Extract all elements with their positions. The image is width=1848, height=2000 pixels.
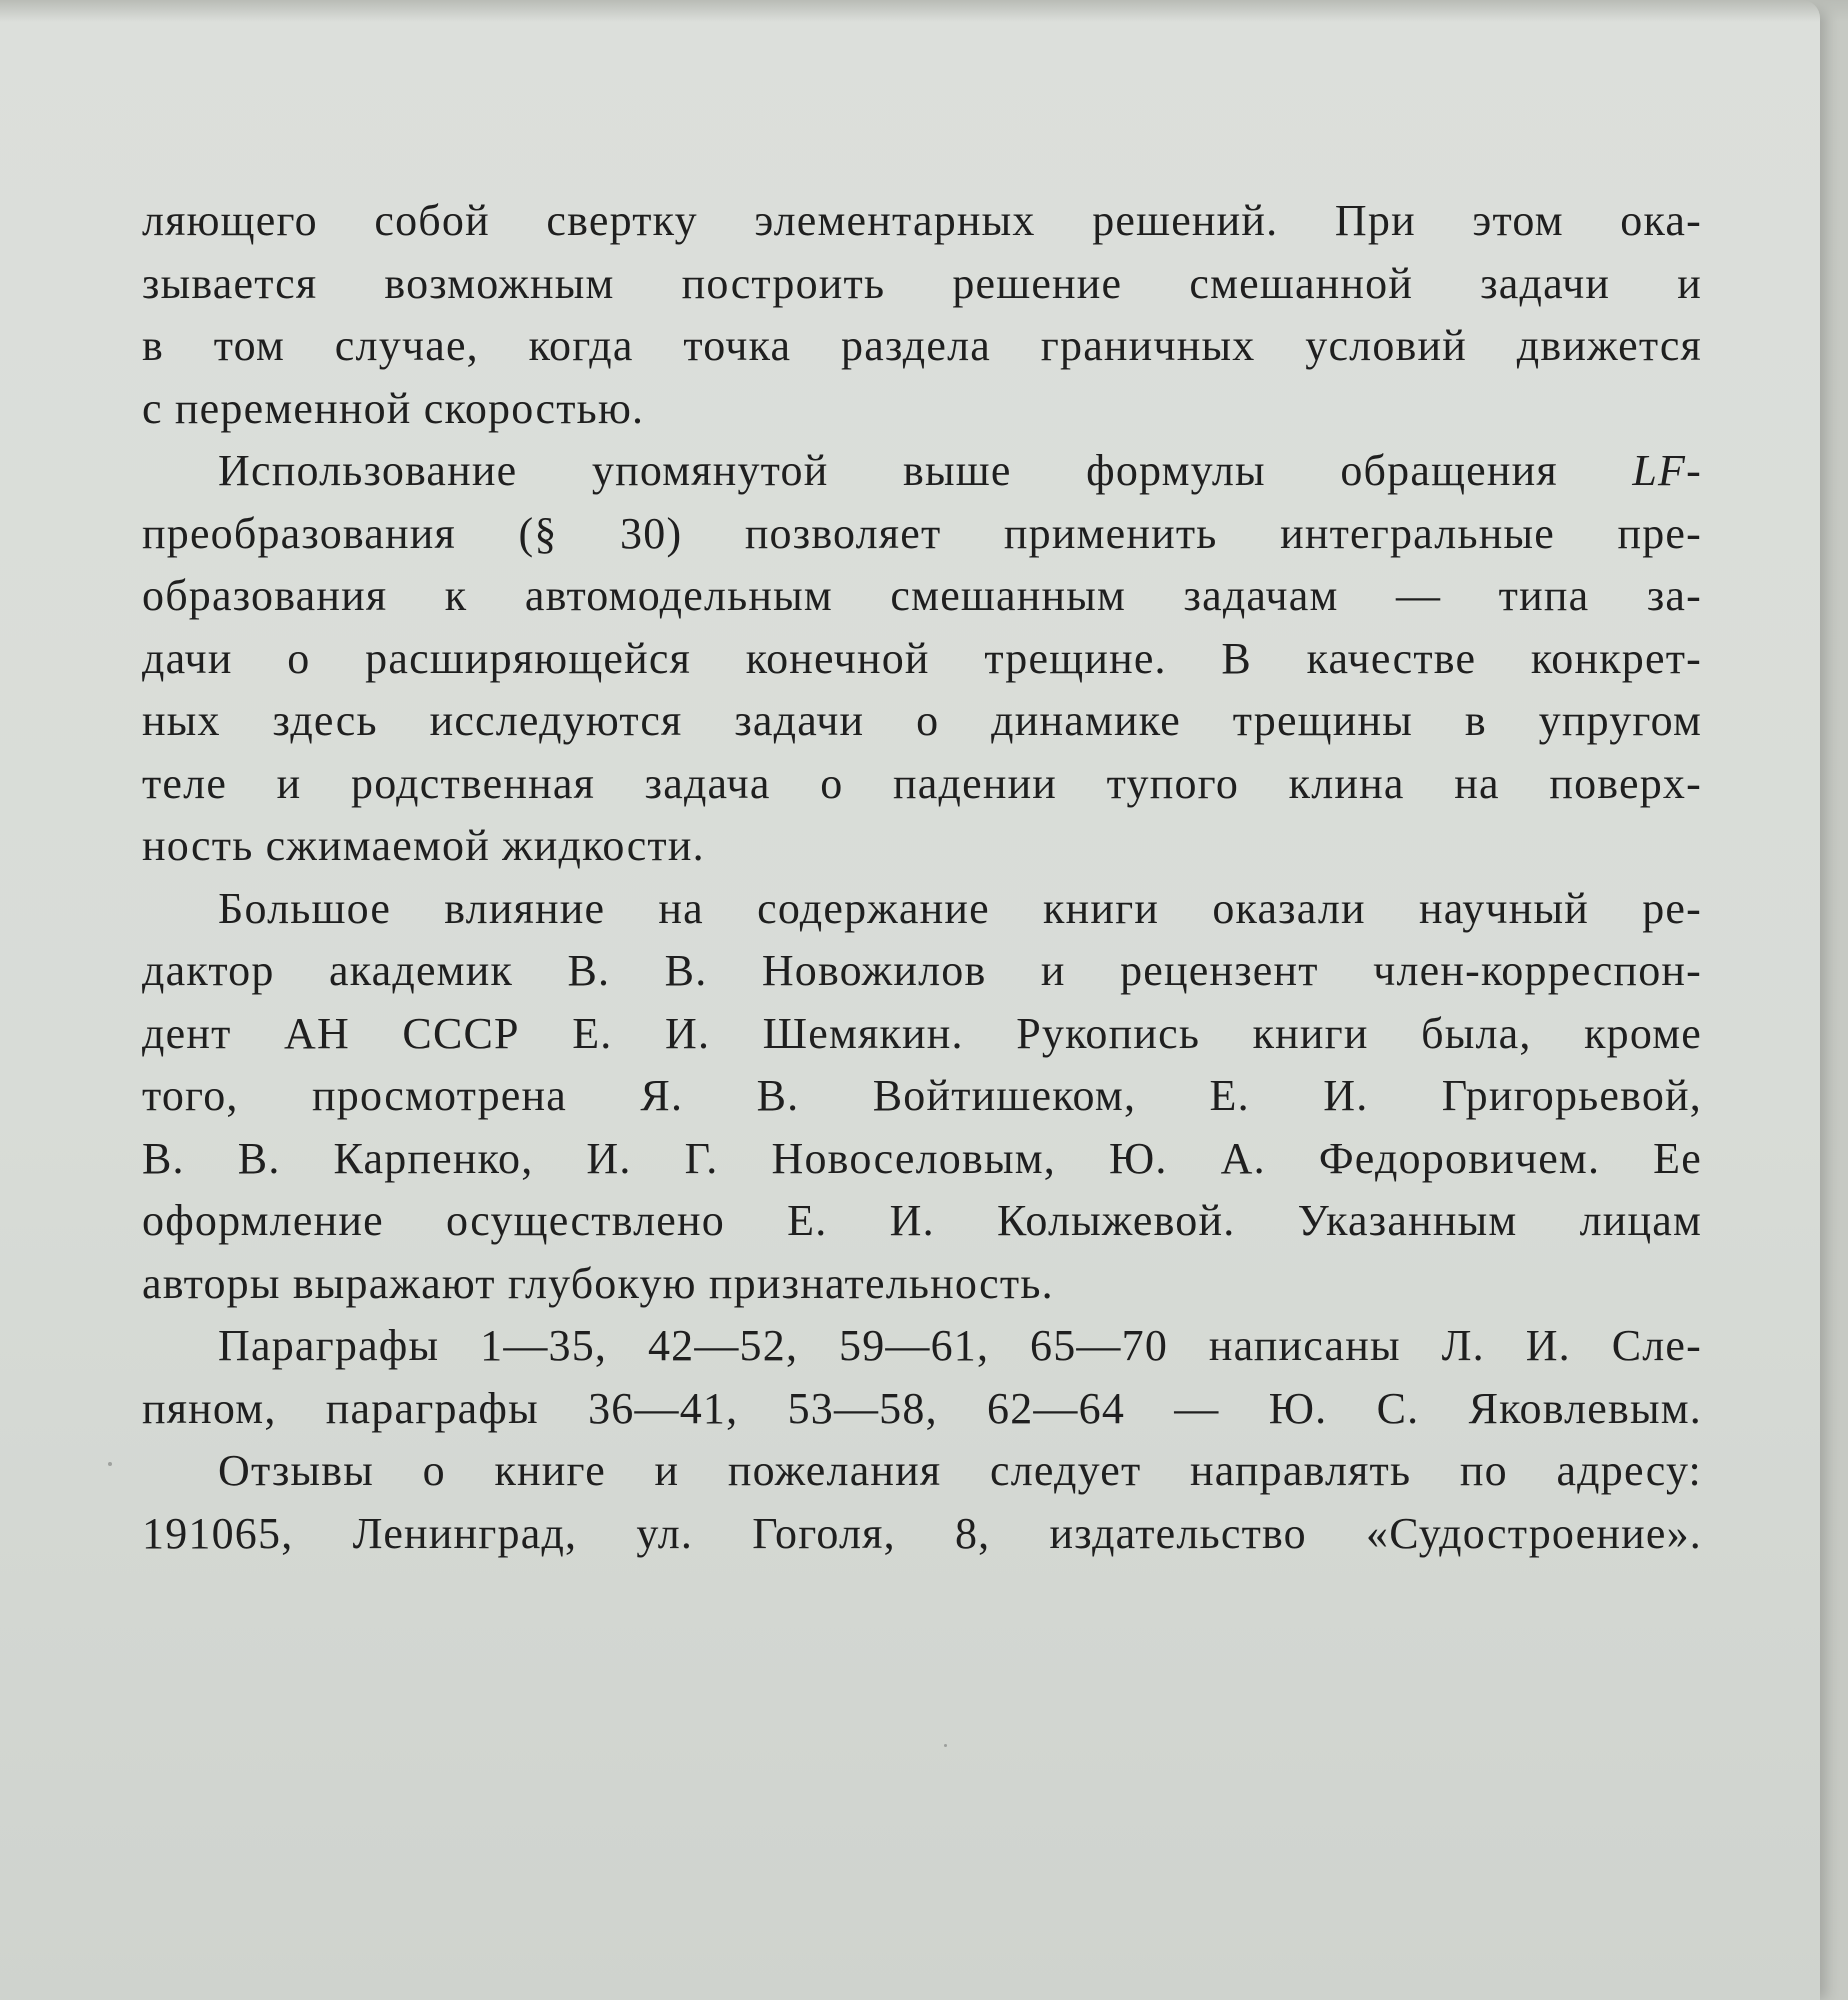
- text-line: теле и родственная задача о падении тупого клина на поверх-: [142, 758, 1702, 808]
- paper-speck: [108, 1462, 112, 1466]
- text-line: В. В. Карпенко, И. Г. Новоселовым, Ю. А. Федоровичем. Ее: [142, 1133, 1702, 1183]
- text-line: оформление осуществлено Е. И. Колыжевой. Указанным лицам: [142, 1196, 1702, 1245]
- paragraph-1: [142, 190, 1702, 440]
- text-line: ляющего собой свертку элементарных решений. При этом ока-: [142, 196, 1702, 245]
- text-line: пяном, параграфы 36—41, 53—58, 62—64 — Ю. С. Яковлевым.: [142, 1383, 1702, 1433]
- text-line: Использование упомянутой выше формулы обращения LF-: [218, 446, 1702, 495]
- text-line: Параграфы 1—35, 42—52, 59—61, 65—70 написаны Л. И. Сле-: [218, 1321, 1702, 1370]
- text-line: дент АН СССР Е. И. Шемякин. Рукопись книги была, кроме: [142, 1008, 1702, 1058]
- paper-speck: [944, 1744, 947, 1747]
- text-line: образования к автомодельным смешанным задачам — типа за-: [142, 571, 1702, 620]
- text-line: ных здесь исследуются задачи о динамике трещины в упругом: [142, 696, 1702, 745]
- paragraph-3: [142, 878, 1702, 1316]
- paragraph-5: [142, 1440, 1702, 1565]
- text-line: авторы выражают глубокую признательность.: [142, 1258, 1054, 1308]
- paragraph-2: [142, 440, 1702, 878]
- text-line: с переменной скоростью.: [142, 383, 645, 433]
- text-line: преобразования (§ 30) позволяет применить интегральные пре-: [142, 508, 1702, 558]
- text-line: Большое влияние на содержание книги оказали научный ре-: [218, 883, 1702, 933]
- text-line: 191065, Ленинград, ул. Гоголя, 8, издательство «Судостроение».: [142, 1508, 1702, 1558]
- text-line: ность сжимаемой жидкости.: [142, 821, 705, 870]
- text-line: зывается возможным построить решение смешанной задачи и: [142, 258, 1702, 308]
- page-top-shadow: [0, 0, 1848, 22]
- text-line: Отзывы о книге и пожелания следует направлять по адресу:: [218, 1446, 1702, 1495]
- italic-term: LF: [1632, 446, 1687, 495]
- text-line: дактор академик В. В. Новожилов и рецензент член-корреспон-: [142, 946, 1702, 995]
- page-text: [142, 190, 1702, 1565]
- paragraph-4: [142, 1315, 1702, 1440]
- text-line: в том случае, когда точка раздела граничных условий движется: [142, 321, 1702, 370]
- text-line: дачи о расширяющейся конечной трещине. В качестве конкрет-: [142, 633, 1702, 683]
- text-line: того, просмотрена Я. В. Войтишеком, Е. И. Григорьевой,: [142, 1071, 1702, 1120]
